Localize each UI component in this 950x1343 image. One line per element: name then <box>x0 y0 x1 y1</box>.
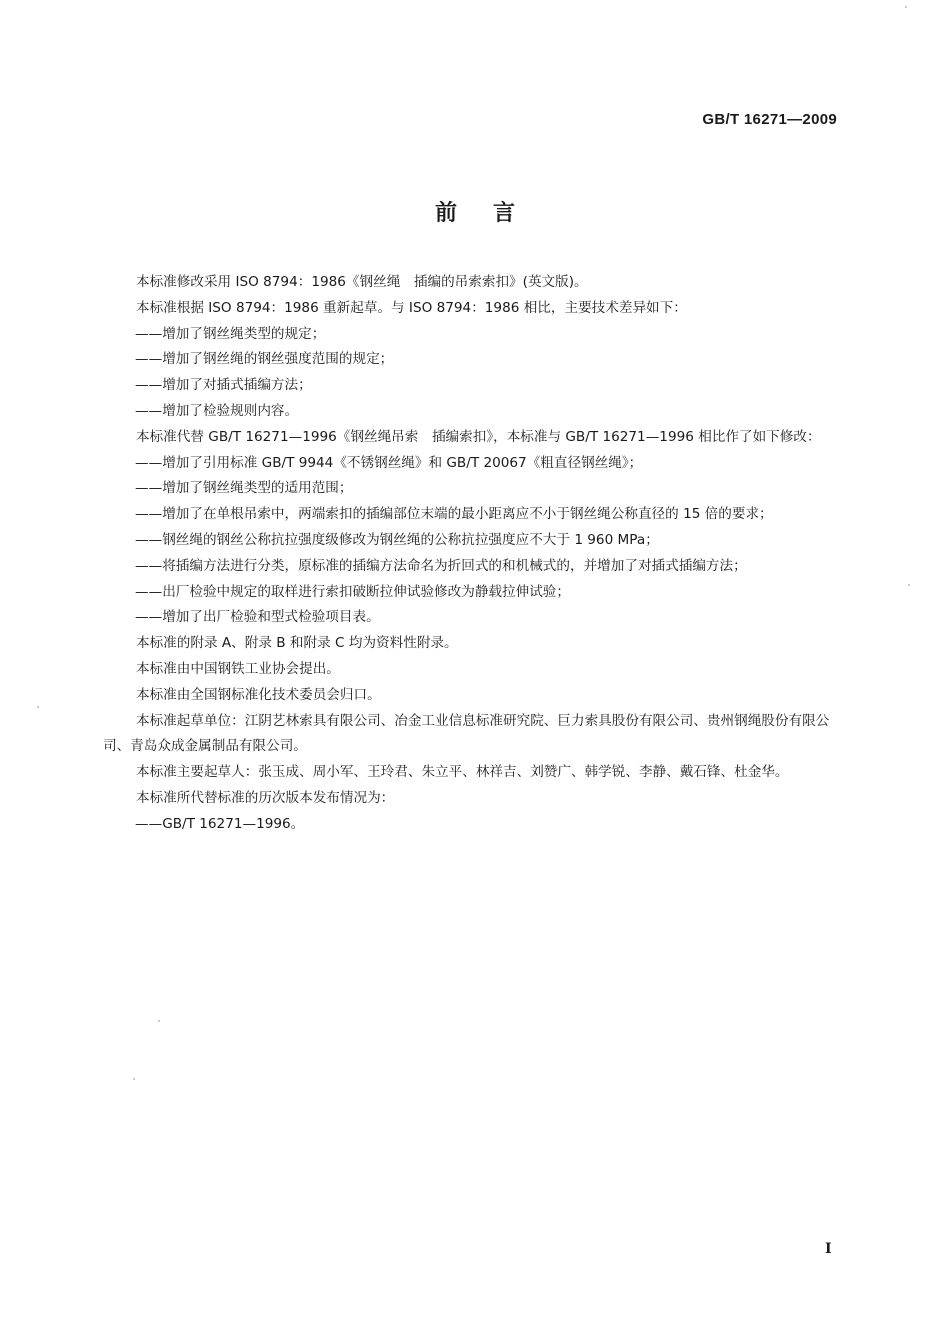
list-item: ——钢丝绳的钢丝公称抗拉强度级修改为钢丝绳的公称抗拉强度应不大于 1 960 MPa； <box>135 531 659 548</box>
list-item: ——增加了钢丝绳的钢丝强度范围的规定； <box>135 351 394 368</box>
list-item: ——GB/T 16271—1996。 <box>135 815 305 832</box>
paragraph: 本标准修改采用 ISO 8794：1986《钢丝绳 插编的吊索索扣》(英文版)。 <box>136 274 588 290</box>
paragraph: 本标准所代替标准的历次版本发布情况为： <box>136 789 395 806</box>
page-number: I <box>825 1241 832 1257</box>
list-item: ——增加了出厂检验和型式检验项目表。 <box>135 609 380 626</box>
scan-speck <box>37 706 39 708</box>
page-title: 前言 <box>434 200 551 226</box>
list-item: ——增加了检验规则内容。 <box>135 402 299 419</box>
list-item: ——增加了钢丝绳类型的适用范围； <box>135 480 353 497</box>
paragraph: 本标准主要起草人：张玉成、周小军、王玲君、朱立平、林祥吉、刘赞广、韩学锐、李静、戴石锋、杜金华。 <box>136 764 789 781</box>
paragraph: 本标准根据 ISO 8794：1986 重新起草。与 ISO 8794：1986 相比，主要技术差异如下： <box>136 299 687 316</box>
scan-speck <box>908 584 910 586</box>
list-item: ——增加了对插式插编方法； <box>135 377 312 394</box>
scan-speck <box>158 1020 160 1022</box>
paragraph: 本标准代替 GB/T 16271—1996《钢丝绳吊索 插编索扣》，本标准与 GB/T 16271—1996 相比作了如下修改： <box>136 428 821 445</box>
list-item: ——出厂检验中规定的取样进行索扣破断拉伸试验修改为静载拉伸试验； <box>135 583 570 600</box>
list-item: ——将插编方法进行分类，原标准的插编方法命名为折回式的和机械式的，并增加了对插式插编方法； <box>135 557 747 574</box>
list-item: ——增加了在单根吊索中，两端索扣的插编部位末端的最小距离应不小于钢丝绳公称直径的 15 倍的要求； <box>135 506 773 523</box>
scan-speck <box>905 6 907 8</box>
paragraph: 本标准由全国钢标准化技术委员会归口。 <box>136 686 381 703</box>
list-item: ——增加了钢丝绳类型的规定； <box>135 325 326 342</box>
paragraph: 本标准起草单位：江阴艺林索具有限公司、冶金工业信息标准研究院、巨力索具股份有限公司、贵州钢绳股份有限公司、青岛众成金属制品有限公司。 <box>103 712 830 755</box>
standard-code: GB/T 16271—2009 <box>702 111 837 128</box>
paragraph: 本标准由中国钢铁工业协会提出。 <box>136 660 340 677</box>
scan-speck <box>133 1078 135 1080</box>
foreword-body <box>103 270 840 838</box>
list-item: ——增加了引用标准 GB/T 9944《不锈钢丝绳》和 GB/T 20067《粗直径钢丝绳》； <box>135 454 643 471</box>
paragraph: 本标准的附录 A、附录 B 和附录 C 均为资料性附录。 <box>136 635 458 652</box>
